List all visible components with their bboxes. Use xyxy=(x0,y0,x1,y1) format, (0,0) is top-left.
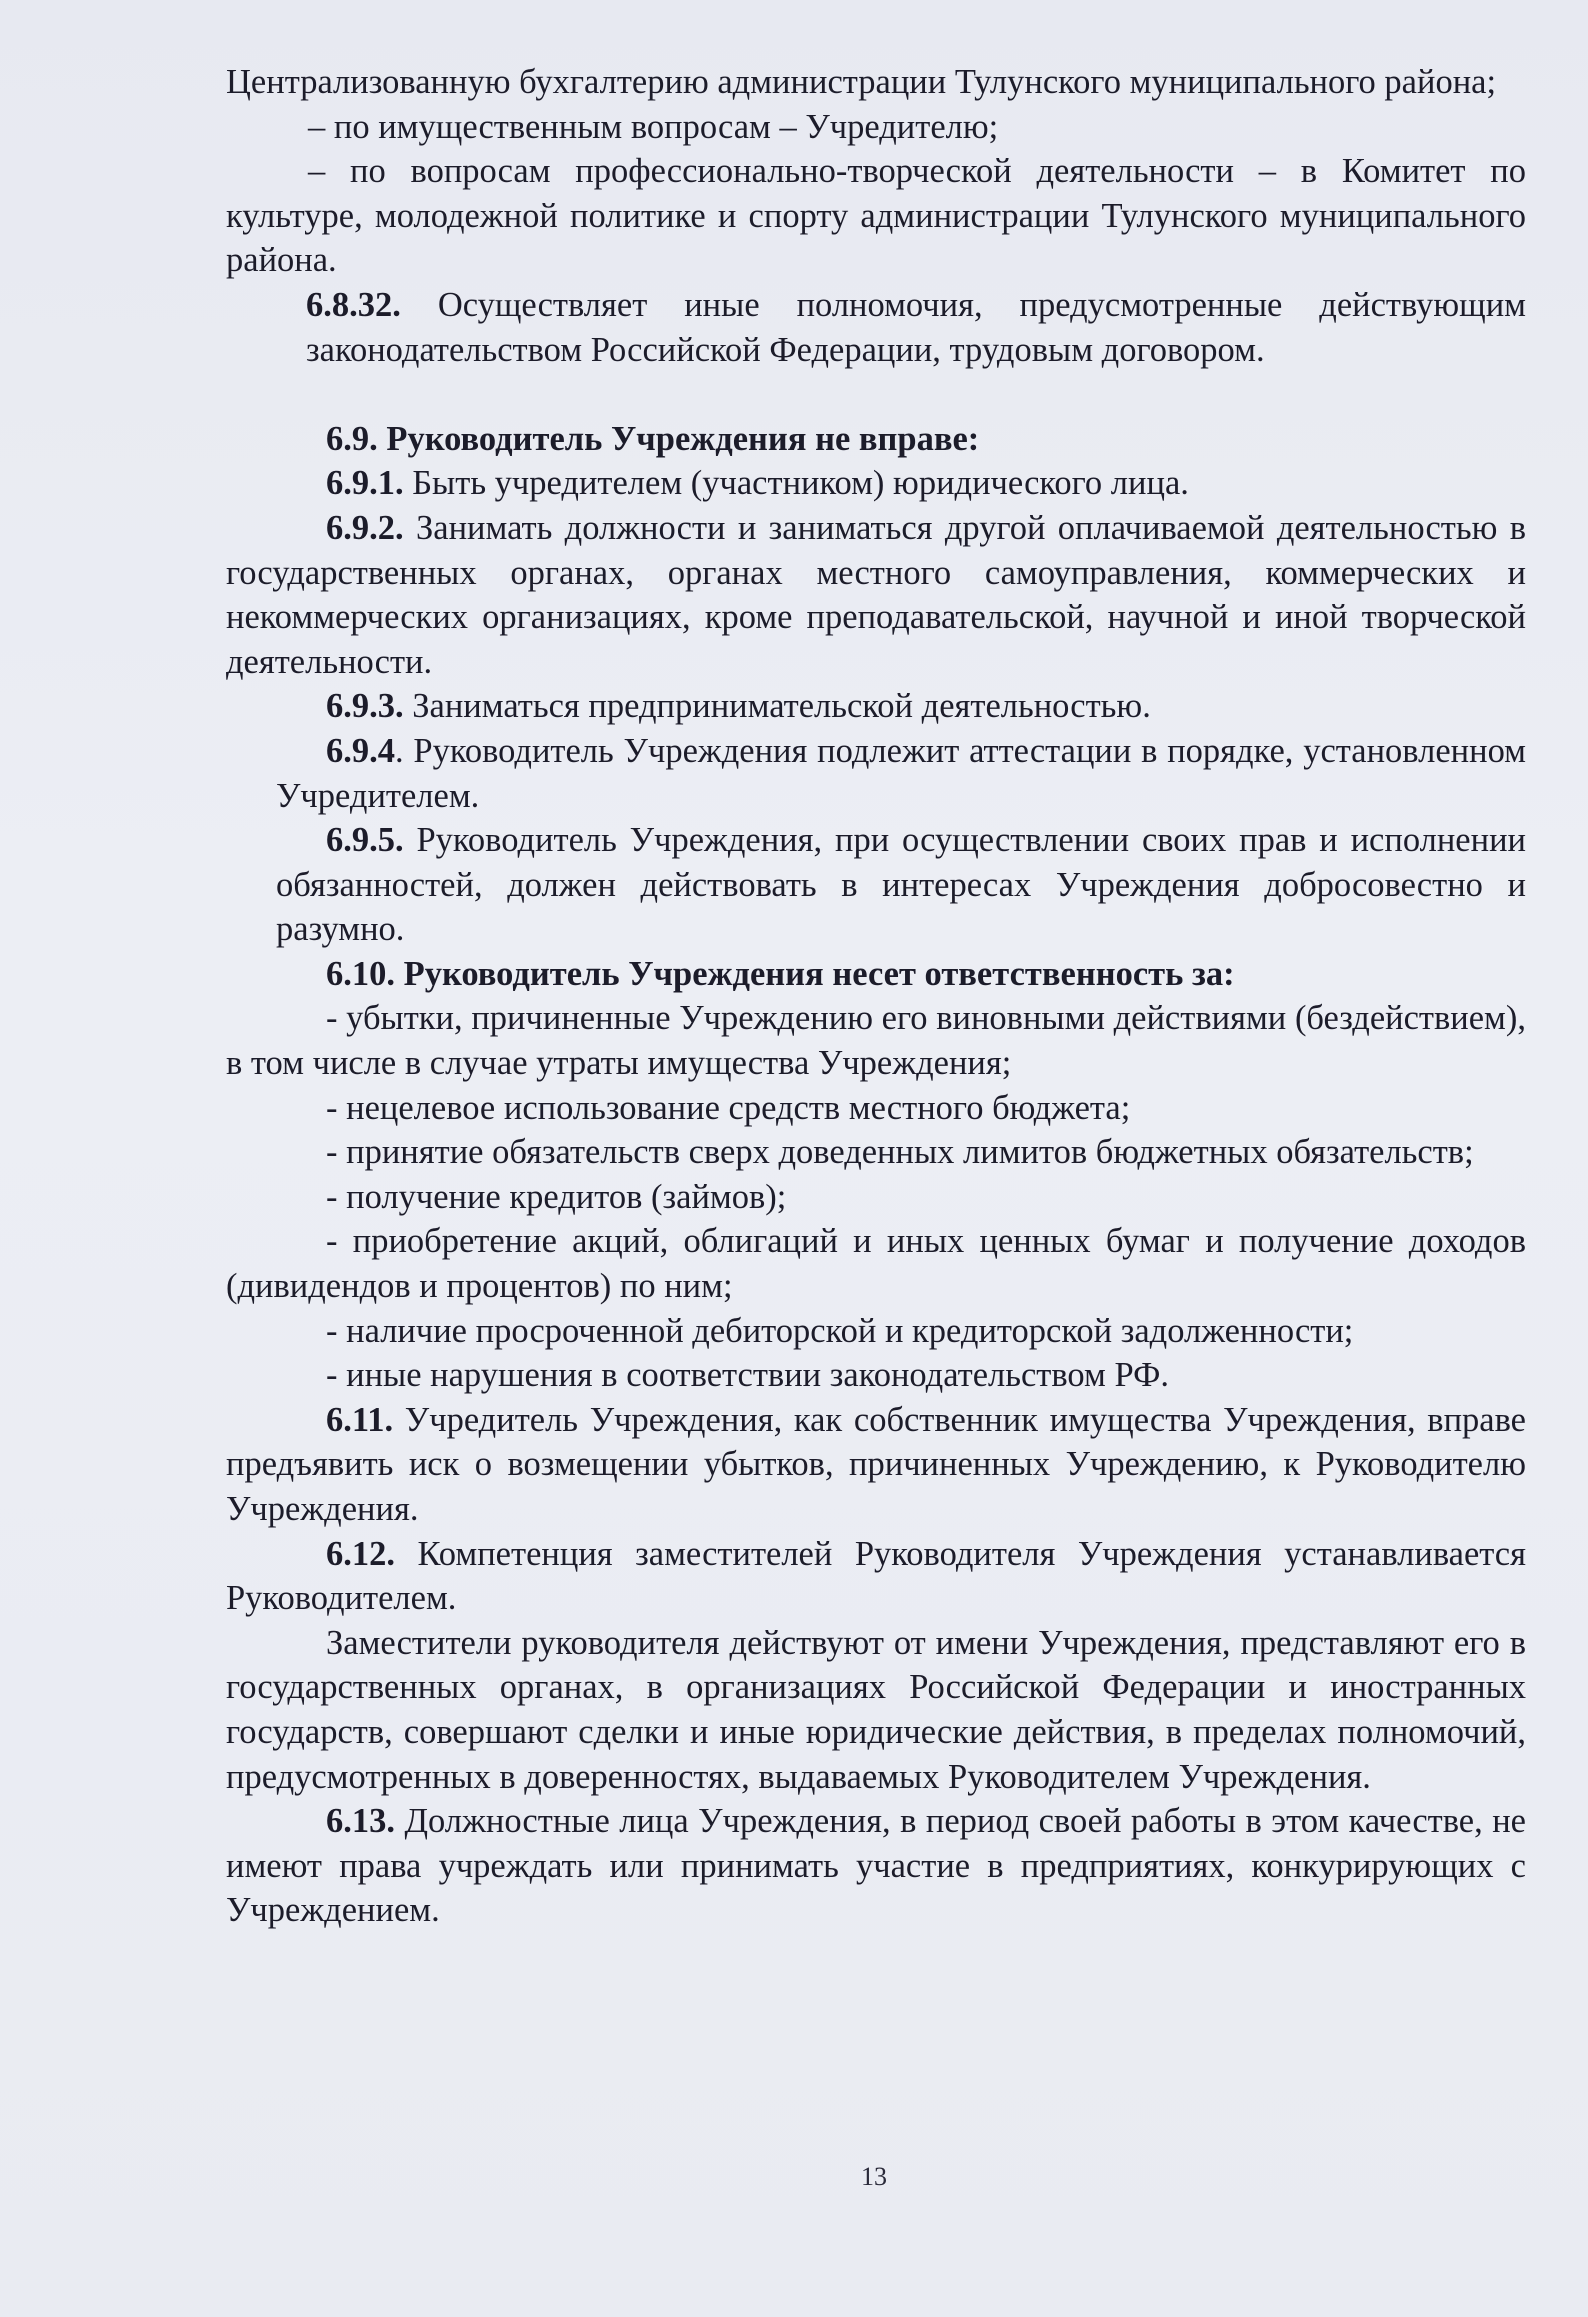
paragraph: Заместители руководителя действуют от имени Учреждения, представляют его в государственных органах, в организациях Российской Федерации и иностранных государств, совершают сделки и иные юридические действия, в пределах полномочий, предусмотренных в доверенностях, выдаваемых Руководителем Учреждения. xyxy=(226,1623,1526,1796)
clause-text: Заниматься предпринимательской деятельностью. xyxy=(403,687,1151,726)
list-item: - получение кредитов (займов); xyxy=(326,1177,787,1216)
spacer xyxy=(226,372,1526,417)
clause-text: Быть учредителем (участником) юридического лица. xyxy=(403,464,1189,503)
clause-text: Руководитель Учреждения, при осуществлении своих прав и исполнении обязанностей, должен действовать в интересах Учреждения добросовестно и разумно. xyxy=(276,821,1526,949)
clause-number: 6.9.4 xyxy=(326,731,395,770)
clause-6-12 xyxy=(226,1532,1526,1621)
list-item: - убытки, причиненные Учреждению его виновными действиями (бездействием), в том числе в случае утраты имущества Учреждения; xyxy=(226,999,1526,1083)
clause-text: Должностные лица Учреждения, в период своей работы в этом качестве, не имеют права учреждать или принимать участие в предприятиях, конкурирующих с Учреждением. xyxy=(226,1802,1526,1930)
paragraph: Централизованную бухгалтерию администрации Тулунского муниципального района; xyxy=(226,63,1497,101)
clause-number: 6.13. xyxy=(326,1802,395,1841)
clause-number: 6.8.32. xyxy=(306,285,401,324)
page-number: 13 xyxy=(861,2162,887,2191)
clause-number: 6.11. xyxy=(326,1400,394,1439)
clause-6-9-3 xyxy=(226,684,1526,729)
clause-6-9-4 xyxy=(226,729,1526,818)
list-item: – по вопросам профессионально-творческой деятельности – в Комитет по культуре, молодежной политике и спорту администрации Тулунского муниципального района. xyxy=(226,152,1526,280)
clause-6-9-5 xyxy=(226,818,1526,952)
document-body xyxy=(226,60,1526,1933)
clause-text: Учредитель Учреждения, как собственник имущества Учреждения, вправе предъявить иск о возмещении убытков, причиненных Учреждению, к Руководителю Учреждения. xyxy=(226,1400,1526,1528)
list-item: – по имущественным вопросам – Учредителю; xyxy=(308,107,999,146)
list-item: - приобретение акций, облигаций и иных ценных бумаг и получение доходов (дивидендов и процентов) по ним; xyxy=(226,1222,1526,1306)
clause-6-8-32 xyxy=(226,283,1526,372)
section-heading-6-10 xyxy=(226,952,1526,997)
list-item: - принятие обязательств сверх доведенных лимитов бюджетных обязательств; xyxy=(326,1133,1474,1172)
list-item: - наличие просроченной дебиторской и кредиторской задолженности; xyxy=(326,1311,1354,1350)
clause-number: 6.9.2. xyxy=(326,508,404,547)
clause-text: Осуществляет иные полномочия, предусмотренные действующим законодательством Российской Федерации, трудовым договором. xyxy=(306,285,1526,369)
clause-6-11 xyxy=(226,1398,1526,1532)
clause-number: 6.9.5. xyxy=(326,821,404,860)
heading-text: 6.10. Руководитель Учреждения несет ответственность за: xyxy=(326,954,1235,993)
list-item: - нецелевое использование средств местного бюджета; xyxy=(326,1088,1131,1127)
list-item: - иные нарушения в соответствии законодательством РФ. xyxy=(326,1356,1169,1395)
clause-text: Компетенция заместителей Руководителя Учреждения устанавливается Руководителем. xyxy=(226,1534,1526,1618)
clause-6-9-1 xyxy=(226,461,1526,506)
clause-text: . Руководитель Учреждения подлежит аттестации в порядке, установленном Учредителем. xyxy=(276,731,1526,815)
section-heading-6-9 xyxy=(226,417,1526,462)
clause-text: Занимать должности и заниматься другой оплачиваемой деятельностью в государственных органах, органах местного самоуправления, коммерческих и некоммерческих организациях, кроме преподавательской, научной и иной творческой деятельности. xyxy=(226,508,1526,681)
clause-number: 6.9.3. xyxy=(326,687,404,726)
heading-text: 6.9. Руководитель Учреждения не вправе: xyxy=(326,419,980,458)
clause-number: 6.12. xyxy=(326,1534,395,1573)
clause-number: 6.9.1. xyxy=(326,464,404,503)
clause-6-13 xyxy=(226,1799,1526,1933)
clause-6-9-2 xyxy=(226,506,1526,684)
